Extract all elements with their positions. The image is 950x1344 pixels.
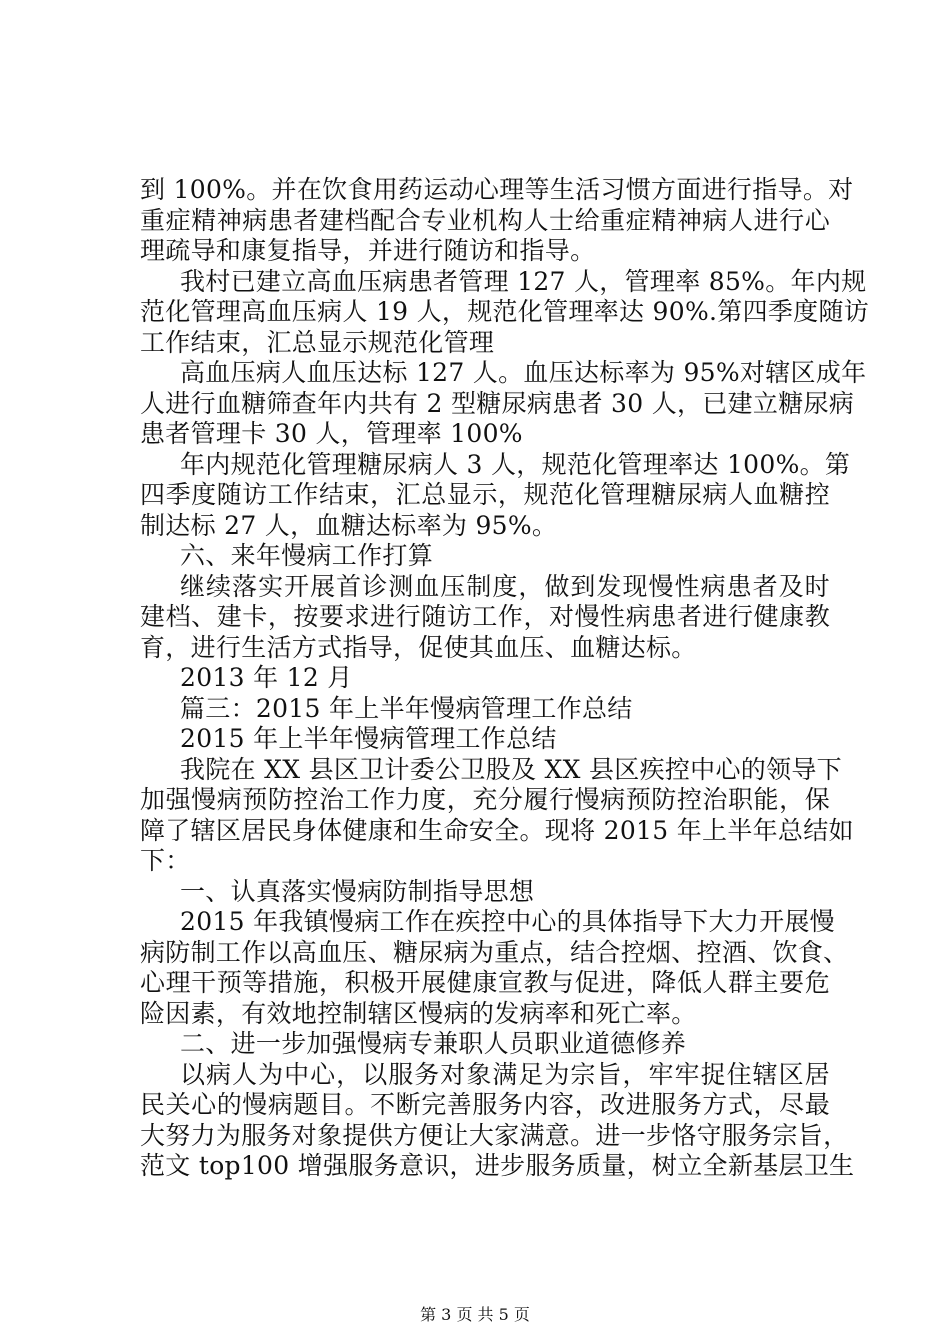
article-title: 2015 年上半年慢病管理工作总结 <box>180 724 557 753</box>
text-line: 重症精神病患者建档配合专业机构人士给重症精神病人进行心 <box>140 205 830 235</box>
text-line: 下： <box>140 846 191 875</box>
text-line: 加强慢病预防控治工作力度，充分履行慢病预防控治职能，保 <box>140 785 830 814</box>
paragraph-start-line: 高血压病人血压达标 127 人。血压达标率为 95%对辖区成年 <box>180 358 867 387</box>
paragraph-start-line: 2015 年我镇慢病工作在疾控中心的具体指导下大力开展慢 <box>180 907 835 936</box>
text-line: 建档、建卡，按要求进行随访工作，对慢性病患者进行健康教 <box>140 602 830 631</box>
text-line: 心理干预等措施，积极开展健康宣教与促进，降低人群主要危 <box>140 968 830 997</box>
section-heading: 一、认真落实慢病防制指导思想 <box>180 876 535 906</box>
text-line: 制达标 27 人，血糖达标率为 95%。 <box>140 510 558 540</box>
text-line: 范文 top100 增强服务意识，进步服务质量，树立全新基层卫生 <box>140 1151 855 1180</box>
document-body <box>140 175 870 1182</box>
section-heading: 六、来年慢病工作打算 <box>180 541 434 570</box>
text-line: 工作结束，汇总显示规范化管理 <box>140 327 495 357</box>
text-line: 范化管理高血压病人 19 人，规范化管理率达 90%.第四季度随访 <box>140 297 870 326</box>
text-line: 人进行血糖筛查年内共有 2 型糖尿病患者 30 人，已建立糖尿病 <box>140 388 855 418</box>
paragraph-start-line: 年内规范化管理糖尿病人 3 人，规范化管理率达 100%。第 <box>180 449 851 479</box>
paragraph-start-line: 我村已建立高血压病患者管理 127 人，管理率 85%。年内规 <box>180 266 867 296</box>
text-line: 险因素，有效地控制辖区慢病的发病率和死亡率。 <box>140 998 697 1028</box>
text-line: 病防制工作以高血压、糖尿病为重点，结合控烟、控酒、饮食、 <box>140 937 849 967</box>
section-heading: 二、进一步加强慢病专兼职人员职业道德修养 <box>180 1029 687 1058</box>
text-line: 民关心的慢病题目。不断完善服务内容，改进服务方式，尽最 <box>140 1090 830 1119</box>
chapter-heading: 篇三：2015 年上半年慢病管理工作总结 <box>180 693 633 723</box>
text-line: 育，进行生活方式指导，促使其血压、血糖达标。 <box>140 632 697 662</box>
text-line: 理疏导和康复指导，并进行随访和指导。 <box>140 236 596 265</box>
text-line: 患者管理卡 30 人，管理率 100% <box>140 419 523 448</box>
date-line: 2013 年 12 月 <box>180 663 353 692</box>
paragraph-start-line: 我院在 XX 县区卫计委公卫股及 XX 县区疾控中心的领导下 <box>180 754 842 784</box>
text-line: 障了辖区居民身体健康和生命安全。现将 2015 年上半年总结如 <box>140 815 854 845</box>
paragraph-start-line: 继续落实开展首诊测血压制度，做到发现慢性病患者及时 <box>180 571 830 601</box>
text-line: 四季度随访工作结束，汇总显示，规范化管理糖尿病人血糖控 <box>140 480 830 509</box>
text-line: 到 100%。并在饮食用药运动心理等生活习惯方面进行指导。对 <box>140 175 854 204</box>
text-line: 大努力为服务对象提供方便让大家满意。进一步恪守服务宗旨， <box>140 1120 849 1150</box>
page-number-label: 第 3 页 共 5 页 <box>420 1305 530 1324</box>
page-footer <box>0 1302 950 1325</box>
paragraph-start-line: 以病人为中心，以服务对象满足为宗旨，牢牢捉住辖区居 <box>180 1059 830 1089</box>
